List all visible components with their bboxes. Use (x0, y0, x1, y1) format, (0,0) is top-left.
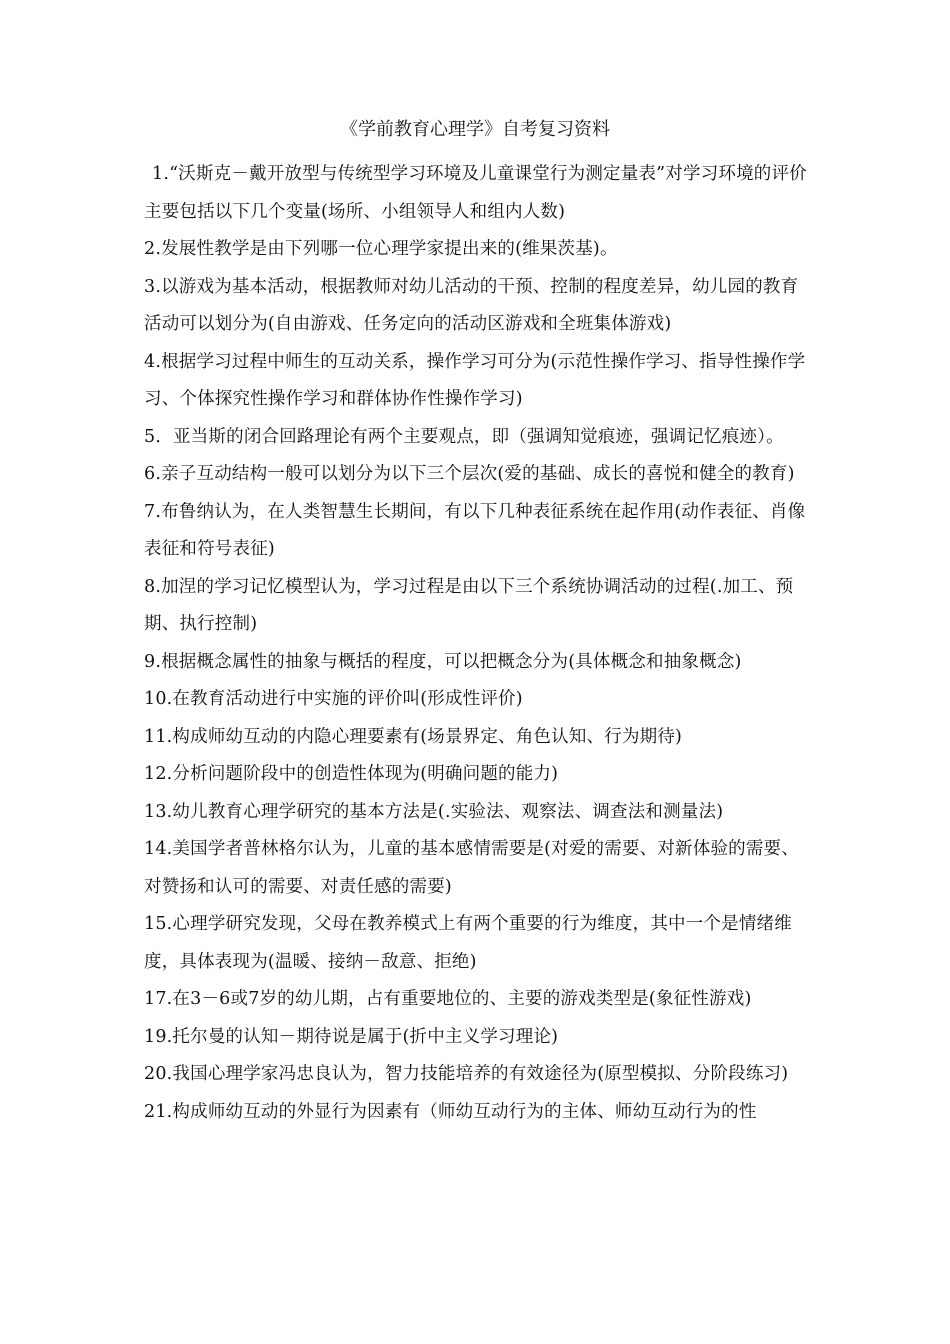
list-item: 5．亚当斯的闭合回路理论有两个主要观点，即（强调知觉痕迹，强调记忆痕迹）。 (144, 426, 784, 447)
list-item: 6.亲子互动结构一般可以划分为以下三个层次(爱的基础、成长的喜悦和健全的教育) (144, 464, 795, 484)
list-item: 4.根据学习过程中师生的互动关系，操作学习可分为(示范性操作学习、指导性操作学习、个体探究性操作学习和群体协作性操作学习) (144, 351, 806, 409)
list-item: 21.构成师幼互动的外显行为因素有（师幼互动行为的主体、师幼互动行为的性 (144, 1101, 757, 1122)
list-item: 19.托尔曼的认知－期待说是属于(折中主义学习理论) (144, 1026, 559, 1047)
list-item: 8.加涅的学习记忆模型认为，学习过程是由以下三个系统协调活动的过程(.加工、预期、执行控制) (144, 576, 794, 634)
list-item: 2.发展性教学是由下列哪一位心理学家提出来的(维果茨基)。 (144, 239, 618, 259)
list-item: 17.在3－6或7岁的幼儿期，占有重要地位的、主要的游戏类型是(象征性游戏) (144, 989, 752, 1009)
list-item: 20.我国心理学家冯忠良认为，智力技能培养的有效途径为(原型模拟、分阶段练习) (144, 1064, 789, 1084)
list-item: 14.美国学者普林格尔认为，儿童的基本感情需要是(对爱的需要、对新体验的需要、对赞扬和认可的需要、对责任感的需要) (144, 839, 799, 897)
list-item: 11.构成师幼互动的内隐心理要素有(场景界定、角色认知、行为期待) (144, 726, 683, 747)
list-item: 3.以游戏为基本活动，根据教师对幼儿活动的干预、控制的程度差异，幼儿园的教育活动可以划分为(自由游戏、任务定向的活动区游戏和全班集体游戏) (144, 276, 799, 334)
list-item: 7.布鲁纳认为，在人类智慧生长期间，有以下几种表征系统在起作用(动作表征、肖像表征和符号表征) (144, 501, 806, 559)
list-item: 12.分析问题阶段中的创造性体现为(明确问题的能力) (144, 764, 559, 784)
document-title: 《学前教育心理学》自考复习资料 (340, 119, 610, 140)
document-body (144, 156, 814, 1131)
list-item: 13.幼儿教育心理学研究的基本方法是(.实验法、观察法、调查法和测量法) (144, 801, 724, 822)
list-item: 1.“沃斯克－戴开放型与传统型学习环境及儿童课堂行为测定量表”对学习环境的评价主要包括以下几个变量(场所、小组领导人和组内人数) (144, 164, 807, 222)
list-item: 15.心理学研究发现，父母在教养模式上有两个重要的行为维度，其中一个是情绪维度，具体表现为(温暖、接纳－敌意、拒绝) (144, 914, 792, 972)
list-item: 10.在教育活动进行中实施的评价叫(形成性评价) (144, 689, 523, 709)
list-item: 9.根据概念属性的抽象与概括的程度，可以把概念分为(具体概念和抽象概念) (144, 651, 742, 672)
